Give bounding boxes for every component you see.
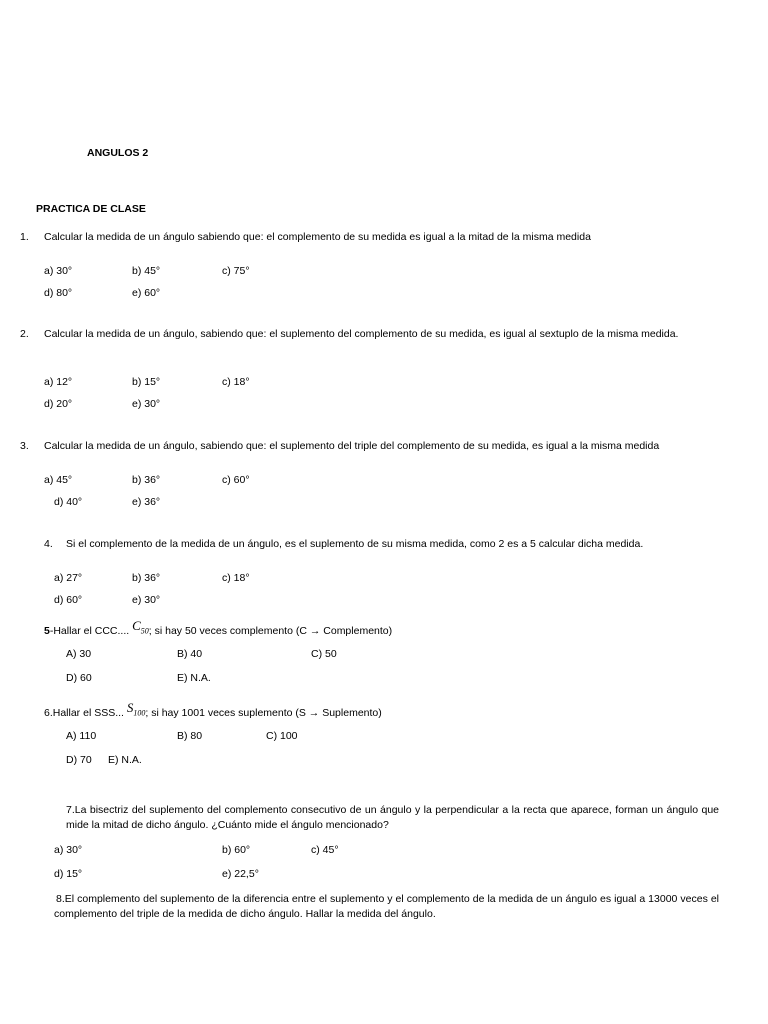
option-b: B) 40: [177, 648, 203, 660]
option-c: c) 60°: [222, 474, 250, 486]
option-c: C) 50: [311, 648, 337, 660]
math-symbol: $S_{100}$: [126, 700, 146, 718]
option-a: a) 45°: [44, 474, 73, 486]
question-text: 7.La bisectriz del suplemento del complemento consecutivo de un ángulo y la perpendicular a la recta que aparece, forman un ángulo que mide la mitad de dicho ángulo. ¿Cuánto mide el ángulo mencionado?: [66, 804, 719, 831]
option-e: E) N.A.: [177, 672, 211, 684]
question-text-start: -Hallar el CCC....: [49, 625, 133, 637]
question-text-end: ; si hay 1001 veces suplemento (S → Suplemento): [145, 707, 382, 719]
option-c: C) 100: [266, 730, 298, 742]
question-number: 3.: [20, 440, 29, 452]
option-b: b) 36°: [132, 572, 161, 584]
section-heading: PRACTICA DE CLASE: [36, 203, 146, 215]
option-b: b) 15°: [132, 376, 161, 388]
option-b: b) 45°: [132, 265, 161, 277]
option-d: d) 60°: [54, 594, 83, 606]
option-a: a) 30°: [44, 265, 73, 277]
question-text: Calcular la medida de un ángulo, sabiendo que: el suplemento del complemento de su medida, es igual al sextuplo de la misma medida.: [44, 328, 679, 340]
option-a: A) 30: [66, 648, 92, 660]
option-c: c) 75°: [222, 265, 250, 277]
question-text: Si el complemento de la medida de un ángulo, es el suplemento de su misma medida, como 2 es a 5 calcular dicha medida.: [66, 538, 644, 550]
option-c: c) 45°: [311, 844, 339, 856]
option-e: E) N.A.: [108, 754, 142, 766]
option-e: e) 30°: [132, 594, 161, 606]
option-e: e) 30°: [132, 398, 161, 410]
question-text: [44, 618, 393, 640]
question-number: 5: [44, 625, 50, 637]
option-a: A) 110: [66, 730, 97, 742]
option-e: e) 22,5°: [222, 868, 259, 880]
question-text-end: ; si hay 50 veces complemento (C → Complemento): [148, 625, 393, 637]
option-a: a) 12°: [44, 376, 73, 388]
option-d: D) 60: [66, 672, 92, 684]
option-d: d) 20°: [44, 398, 73, 410]
math-symbol: $C_{50}$: [132, 618, 149, 636]
option-b: b) 36°: [132, 474, 161, 486]
option-d: d) 80°: [44, 287, 73, 299]
option-d: d) 40°: [54, 496, 83, 508]
option-d: d) 15°: [54, 868, 83, 880]
question-text: [44, 700, 382, 722]
option-e: e) 36°: [132, 496, 161, 508]
question-text: 8.El complemento del suplemento de la diferencia entre el suplemento y el complemento de la medida de un ángulo es igual a 13000 veces el complemento del triple de la medida de dicho ángulo. Hallar la medida del ángulo.: [54, 893, 719, 920]
option-d: D) 70: [66, 754, 92, 766]
question-text: Calcular la medida de un ángulo, sabiendo que: el suplemento del triple del complemento de su medida, es igual a la misma medida: [44, 440, 660, 452]
option-c: c) 18°: [222, 572, 250, 584]
question-number: 4.: [44, 538, 53, 550]
page-title: ANGULOS 2: [87, 147, 149, 159]
option-e: e) 60°: [132, 287, 161, 299]
option-a: a) 30°: [54, 844, 83, 856]
question-text: Calcular la medida de un ángulo sabiendo que: el complemento de su medida es igual a la mitad de la misma medida: [44, 231, 591, 243]
question-number: 1.: [20, 231, 29, 243]
option-c: c) 18°: [222, 376, 250, 388]
option-b: B) 80: [177, 730, 203, 742]
question-number: 2.: [20, 328, 29, 340]
question-text-start: 6.Hallar el SSS...: [44, 707, 127, 719]
option-a: a) 27°: [54, 572, 83, 584]
option-b: b) 60°: [222, 844, 251, 856]
